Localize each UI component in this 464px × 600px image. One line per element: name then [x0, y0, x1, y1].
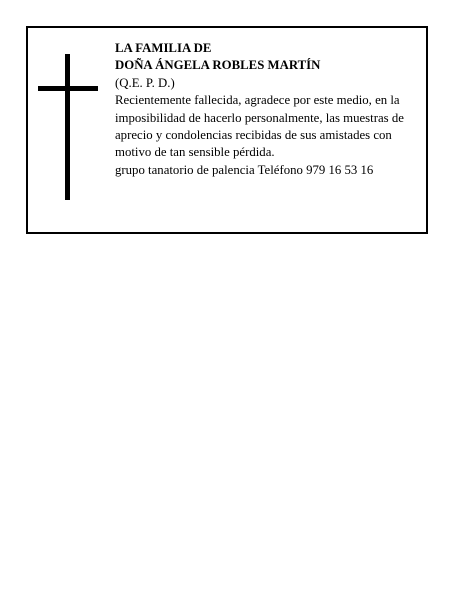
cross-icon	[38, 54, 98, 200]
funeral-home-contact: grupo tanatorio de palencia Teléfono 979 16 53 16	[115, 162, 374, 177]
family-heading: LA FAMILIA DE	[115, 41, 212, 55]
notice-text-block	[115, 40, 421, 179]
gratitude-message: Recientemente fallecida, agradece por este medio, en la imposibilidad de hacerlo personalmente, las muestras de aprecio y condolencias recibidas de sus amistades con motivo de tan sensible pérdida.	[115, 93, 404, 160]
cross-vertical-bar	[65, 54, 70, 200]
deceased-name: DOÑA ÁNGELA ROBLES MARTÍN	[115, 58, 321, 73]
cross-horizontal-bar	[38, 86, 98, 91]
rip-abbreviation: (Q.E. P. D.)	[115, 75, 175, 90]
obituary-notice	[26, 26, 428, 234]
